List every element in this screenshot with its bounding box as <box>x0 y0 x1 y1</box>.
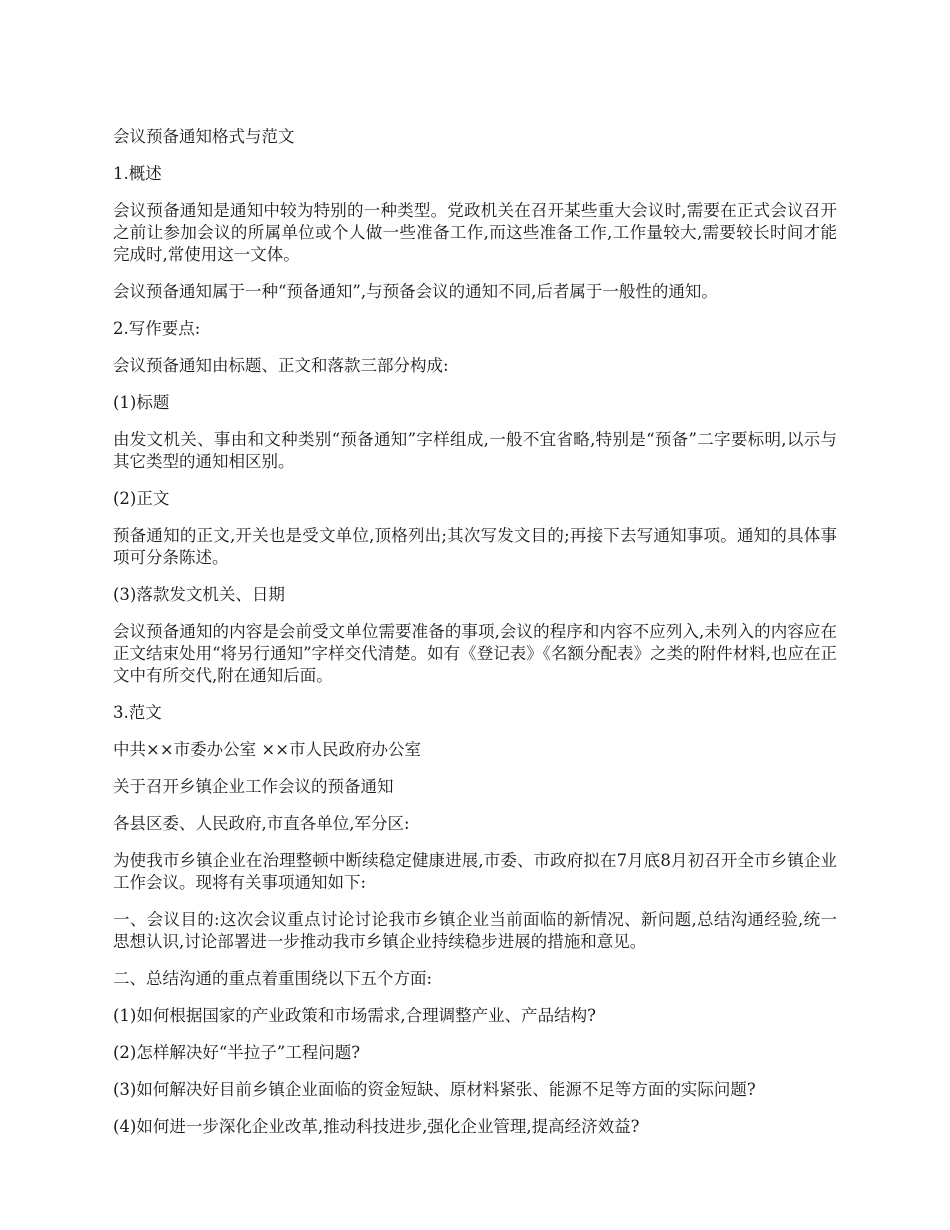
section-heading-writing-points: 2.写作要点: <box>113 319 201 338</box>
paragraph: 会议预备通知由标题、正文和落款三部分构成: <box>113 356 449 375</box>
sample-issuer: 中共××市委办公室 ××市人民政府办公室 <box>113 740 422 759</box>
sample-title: 关于召开乡镇企业工作会议的预备通知 <box>113 777 394 796</box>
document-page <box>113 126 837 1153</box>
list-item: (3)如何解决好目前乡镇企业面临的资金短缺、原材料紧张、能源不足等方面的实际问题? <box>113 1080 756 1099</box>
paragraph: 会议预备通知属于一种“预备通知”,与预备会议的通知不同,后者属于一般性的通知。 <box>113 282 718 301</box>
subheading: (3)落款发文机关、日期 <box>113 585 285 604</box>
paragraph: 二、总结沟通的重点着重围绕以下五个方面: <box>113 969 433 988</box>
list-item: (1)如何根据国家的产业政策和市场需求,合理调整产业、产品结构? <box>113 1006 596 1025</box>
sample-recipients: 各县区委、人民政府,市直各单位,军分区: <box>113 814 410 833</box>
paragraph: 会议预备通知的内容是会前受文单位需要准备的事项,会议的程序和内容不应列入,未列入的内容应在正文结束处用“将另行通知”字样交代清楚。如有《登记表》《名额分配表》之类的附件材料,也应在正文中有所交代,附在通知后面。 <box>113 622 837 685</box>
section-heading-overview: 1.概述 <box>113 164 162 183</box>
paragraph: 为使我市乡镇企业在治理整顿中断续稳定健康进展,市委、市政府拟在7月底8月初召开全市乡镇企业工作会议。现将有关事项通知如下: <box>113 851 837 892</box>
list-item: (4)如何进一步深化企业改革,推动科技进步,强化企业管理,提高经济效益? <box>113 1117 640 1136</box>
subheading: (1)标题 <box>113 393 170 412</box>
paragraph: 会议预备通知是通知中较为特别的一种类型。党政机关在召开某些重大会议时,需要在正式会议召开之前让参加会议的所属单位或个人做一些准备工作,而这些准备工作,工作量较大,需要较长时间才能完成时,常使用这一文体。 <box>113 201 837 264</box>
paragraph: 一、会议目的:这次会议重点讨论讨论我市乡镇企业当前面临的新情况、新问题,总结沟通经验,统一思想认识,讨论部署进一步推动我市乡镇企业持续稳步进展的措施和意见。 <box>113 910 837 951</box>
section-heading-sample: 3.范文 <box>113 703 162 722</box>
document-title: 会议预备通知格式与范文 <box>113 127 295 146</box>
paragraph: 由发文机关、事由和文种类别“预备通知”字样组成,一般不宜省略,特别是“预备”二字要标明,以示与其它类型的通知相区别。 <box>113 430 837 471</box>
paragraph: 预备通知的正文,开关也是受文单位,顶格列出;其次写发文目的;再接下去写通知事项。通知的具体事项可分条陈述。 <box>113 526 837 567</box>
list-item: (2)怎样解决好“半拉子”工程问题? <box>113 1043 361 1062</box>
subheading: (2)正文 <box>113 489 170 508</box>
